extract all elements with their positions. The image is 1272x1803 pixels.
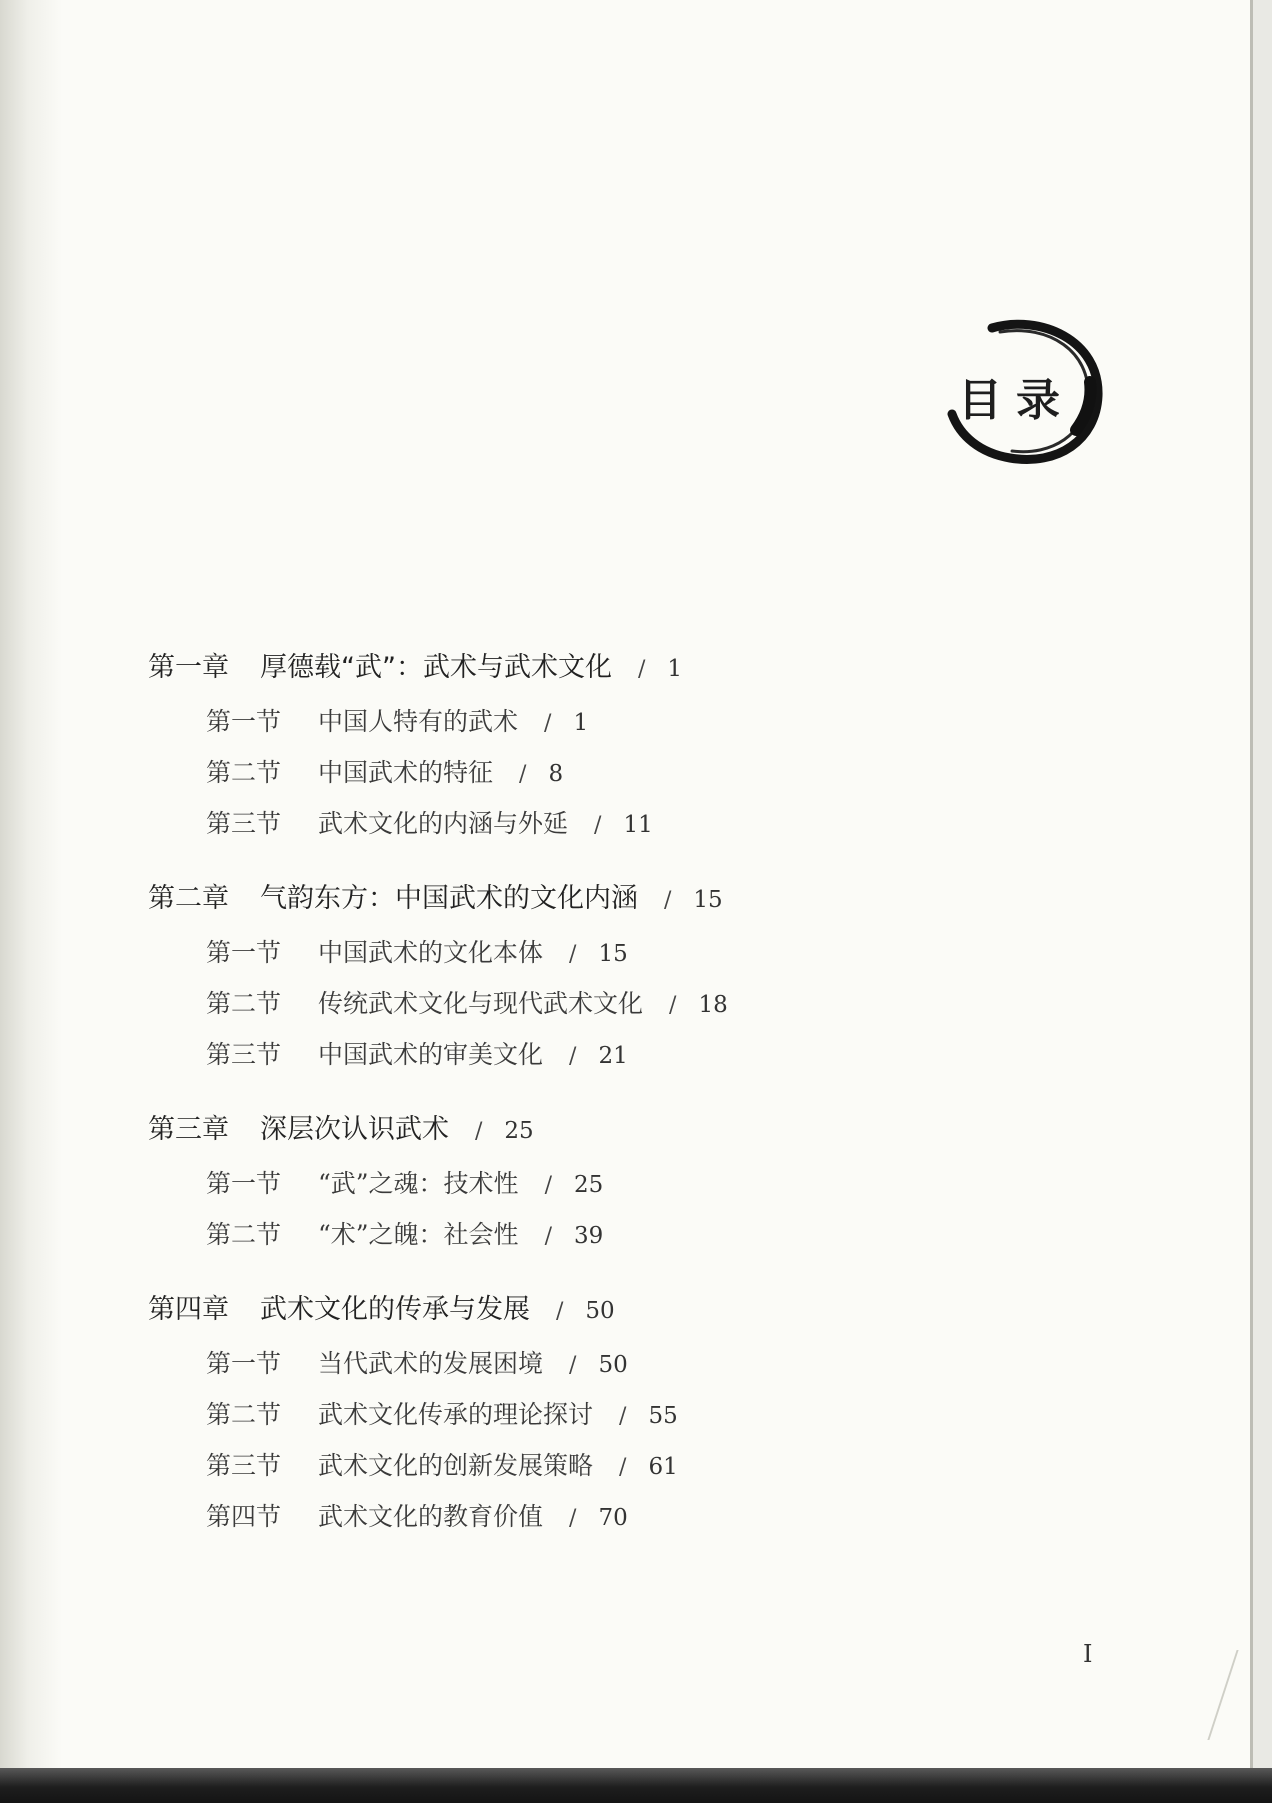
- page-number: 11: [623, 812, 653, 838]
- separator: /: [544, 1173, 552, 1198]
- toc-section[interactable]: [148, 1491, 1048, 1542]
- separator: /: [569, 942, 577, 967]
- section-label: 第一节: [206, 707, 282, 736]
- separator: /: [475, 1119, 483, 1144]
- page-number: 1: [573, 710, 589, 736]
- page-number: 25: [573, 1172, 604, 1198]
- toc-chapter[interactable]: [148, 1282, 1048, 1338]
- separator: /: [569, 1044, 577, 1069]
- toc-section[interactable]: [148, 1209, 1048, 1260]
- toc-section[interactable]: [148, 747, 1048, 798]
- page-number: 18: [698, 992, 728, 1018]
- separator: /: [619, 1404, 627, 1429]
- section-label: 第二节: [206, 1400, 282, 1429]
- separator: /: [569, 1353, 577, 1378]
- separator: /: [669, 993, 677, 1018]
- chapter-label: 第二章: [148, 883, 229, 914]
- separator: /: [619, 1455, 627, 1480]
- toc-chapter[interactable]: [148, 640, 1048, 696]
- page-corner-curl: [1169, 1650, 1238, 1740]
- table-of-contents: [148, 640, 1048, 1542]
- separator: /: [544, 711, 552, 736]
- page-number: 15: [693, 887, 723, 913]
- page-number: 1: [667, 656, 683, 682]
- toc-chapter[interactable]: [148, 1102, 1048, 1158]
- toc-section[interactable]: [148, 696, 1048, 747]
- page-number: 50: [585, 1298, 615, 1324]
- section-label: 第三节: [206, 1040, 282, 1069]
- separator: /: [544, 1224, 552, 1249]
- section-label: 第三节: [206, 1451, 282, 1480]
- section-title: 中国武术的审美文化: [318, 1040, 544, 1069]
- page-number: 25: [504, 1118, 534, 1144]
- section-title: 武术文化的创新发展策略: [318, 1451, 594, 1480]
- page-number: 70: [598, 1505, 628, 1531]
- page-number: 21: [598, 1043, 628, 1069]
- toc-section[interactable]: [148, 1338, 1048, 1389]
- page-number: 55: [648, 1403, 678, 1429]
- separator: /: [664, 888, 672, 913]
- toc-section[interactable]: [148, 927, 1048, 978]
- section-title: “术”之魄：社会性: [318, 1220, 519, 1249]
- toc-section[interactable]: [148, 1440, 1048, 1491]
- chapter-title: 厚德载“武”：武术与武术文化: [260, 652, 612, 683]
- separator: /: [594, 813, 602, 838]
- toc-title: 目录: [958, 375, 1074, 426]
- section-label: 第一节: [206, 1169, 282, 1198]
- page-gutter-shadow: [0, 0, 62, 1780]
- toc-section[interactable]: [148, 1158, 1048, 1209]
- toc-heading: [940, 318, 1110, 468]
- toc-chapter[interactable]: [148, 871, 1048, 927]
- toc-section[interactable]: [148, 798, 1048, 849]
- section-title: 中国武术的文化本体: [318, 938, 544, 967]
- section-title: 传统武术文化与现代武术文化: [318, 989, 644, 1018]
- section-title: “武”之魂：技术性: [318, 1169, 519, 1198]
- section-title: 中国武术的特征: [318, 758, 494, 787]
- section-label: 第三节: [206, 809, 282, 838]
- scan-bottom-edge: [0, 1768, 1272, 1803]
- page-number: 50: [598, 1352, 628, 1378]
- section-title: 中国人特有的武术: [318, 707, 519, 736]
- section-label: 第二节: [206, 758, 282, 787]
- chapter-label: 第三章: [148, 1114, 229, 1145]
- section-label: 第一节: [206, 1349, 282, 1378]
- page-number: 15: [598, 941, 628, 967]
- chapter-label: 第一章: [148, 652, 229, 683]
- toc-section[interactable]: [148, 978, 1048, 1029]
- separator: /: [556, 1299, 564, 1324]
- page-number: 61: [648, 1454, 678, 1480]
- page-number: 39: [573, 1223, 604, 1249]
- section-title: 武术文化传承的理论探讨: [318, 1400, 594, 1429]
- section-label: 第一节: [206, 938, 282, 967]
- toc-section[interactable]: [148, 1029, 1048, 1080]
- separator: /: [519, 762, 527, 787]
- chapter-title: 气韵东方：中国武术的文化内涵: [260, 883, 638, 914]
- section-title: 武术文化的内涵与外延: [318, 809, 569, 838]
- section-title: 当代武术的发展困境: [318, 1349, 544, 1378]
- chapter-title: 深层次认识武术: [260, 1114, 449, 1145]
- section-label: 第二节: [206, 989, 282, 1018]
- chapter-label: 第四章: [148, 1294, 229, 1325]
- separator: /: [569, 1506, 577, 1531]
- toc-section[interactable]: [148, 1389, 1048, 1440]
- section-label: 第四节: [206, 1502, 282, 1531]
- separator: /: [637, 657, 646, 682]
- section-label: 第二节: [206, 1220, 282, 1249]
- page-folio: I: [1083, 1640, 1093, 1668]
- chapter-title: 武术文化的传承与发展: [260, 1294, 530, 1325]
- page-number: 8: [548, 761, 564, 787]
- section-title: 武术文化的教育价值: [318, 1502, 544, 1531]
